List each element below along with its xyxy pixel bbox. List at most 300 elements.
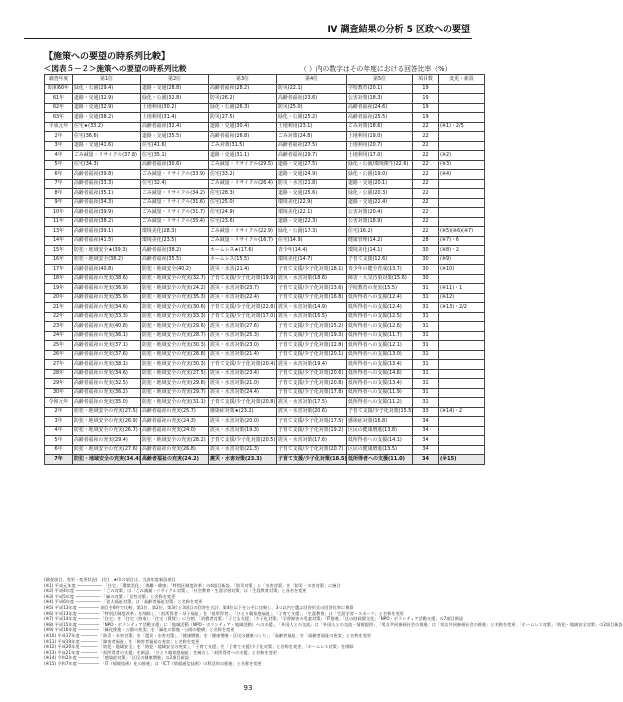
change-cell: (※7)・6 xyxy=(439,236,485,246)
table-row xyxy=(45,227,485,237)
count-cell: 31 xyxy=(413,293,439,303)
header-cell: 第2位 xyxy=(141,75,209,85)
count-cell: 22 xyxy=(413,160,439,170)
count-cell: 31 xyxy=(413,360,439,370)
rank-cell: 道路・交通(22.4) xyxy=(347,198,413,208)
change-cell xyxy=(439,445,485,455)
header-cell: 第3位 xyxy=(209,75,277,85)
rank-cell: 緑化・公園/環境衛生(22.6) xyxy=(347,160,413,170)
year-cell: 平成元年 xyxy=(45,122,73,132)
count-cell: 19 xyxy=(413,94,439,104)
change-cell xyxy=(439,388,485,398)
figure-caption xyxy=(44,63,484,74)
change-cell: (※13)・2/2 xyxy=(439,303,485,313)
note-line: (※8) 平成15年度 ――――― 「NPO・ボランティア活動支援」に「地域活動（NPO・ボランティア・地域活動）への支援」、「外国人との交流」は「外国人との交流・情報提供」、「男女共同参画社会の推進」は「男女共同参画社会の推進」と名称を変更、「ホームレス対策」「防犯・地域安全対策」の2項目新設 xyxy=(44,621,623,627)
rank-cell: 震災・水害対策(17.6) xyxy=(277,436,347,446)
table-row xyxy=(45,94,485,104)
rank-cell: 住宅(33.2) xyxy=(209,170,277,180)
year-cell: 17年 xyxy=(45,265,73,275)
change-cell xyxy=(439,84,485,94)
rank-cell: ごみ対策(31.5) xyxy=(209,141,277,151)
rank-cell: 低所得者への支援(12.6) xyxy=(347,322,413,332)
rank-cell: 高齢者福祉の充実(36.9) xyxy=(73,284,141,294)
rank-cell: 防犯・地域安全の充実(26.7) xyxy=(73,426,141,436)
running-head: Ⅳ 調査結果の分析 5 区政への要望 xyxy=(327,25,470,35)
count-cell: 34 xyxy=(413,455,439,465)
year-cell: 30年 xyxy=(45,388,73,398)
change-cell: (※12) xyxy=(439,293,485,303)
count-cell: 31 xyxy=(413,398,439,408)
change-cell: (※4) xyxy=(439,170,485,180)
rank-cell: 道路・交通(38.2) xyxy=(73,113,141,123)
table-row xyxy=(45,341,485,351)
rank-cell: ごみ減量・リサイクル(31.6) xyxy=(141,198,209,208)
rank-cell: 高齢者福祉の充実(34.6) xyxy=(73,369,141,379)
year-cell: 14年 xyxy=(45,236,73,246)
rank-cell: 防犯・地域安全の充実(34.4) xyxy=(73,455,141,465)
header-cell: 第4位 xyxy=(277,75,347,85)
year-cell: 25年 xyxy=(45,341,73,351)
rank-cell: 防犯・地域安全の充実(33.3) xyxy=(141,312,209,322)
rank-cell: 道路・交通(27.5) xyxy=(277,160,347,170)
rank-cell: 高齢者福祉(33.3) xyxy=(73,179,141,189)
rank-cell: 低所得者への支援(13.0) xyxy=(347,350,413,360)
table-row xyxy=(45,322,485,332)
rank-cell: 防犯・地域安全の充実(24.2) xyxy=(141,284,209,294)
rank-cell: 震災・水害対策(17.5) xyxy=(277,398,347,408)
table-row xyxy=(45,303,485,313)
rank-cell: 震災・水害対策(27.6) xyxy=(209,322,277,332)
rank-cell: 震災・水害対策(14.9) xyxy=(277,303,347,313)
rank-cell: 震災・水害対策(18.6) xyxy=(277,274,347,284)
count-cell: 28 xyxy=(413,236,439,246)
rank-cell: 高齢者福祉の充実(29.4) xyxy=(73,436,141,446)
change-cell xyxy=(439,322,485,332)
rank-cell: 防犯・地域安全の充実(27.6) xyxy=(73,445,141,455)
table-row xyxy=(45,132,485,142)
count-cell: 31 xyxy=(413,369,439,379)
rank-cell: 土地利用(31.4) xyxy=(141,113,209,123)
count-cell: 22 xyxy=(413,198,439,208)
header-cell: 項目数 xyxy=(413,75,439,85)
rank-cell: 子育て支援/少子化対策(15.5) xyxy=(347,407,413,417)
rank-cell: 住宅(35.1) xyxy=(141,151,209,161)
rank-cell: 防犯・地域安全の充実(28.2) xyxy=(141,436,209,446)
rank-cell: 低所得者への支援(12.1) xyxy=(347,341,413,351)
rank-cell: 区民の健康増進(13.5) xyxy=(347,445,413,455)
rank-cell: 道路・交通(25.6) xyxy=(277,189,347,199)
rank-cell: 防犯・地域安全の充実(30.3) xyxy=(141,341,209,351)
change-cell xyxy=(439,94,485,104)
rank-cell: 住宅★(33.2) xyxy=(73,122,141,132)
count-cell: 31 xyxy=(413,331,439,341)
rank-cell: 道路・交通(20.1) xyxy=(347,179,413,189)
year-cell: 5年 xyxy=(45,160,73,170)
change-cell xyxy=(439,331,485,341)
table-row xyxy=(45,236,485,246)
count-cell: 22 xyxy=(413,170,439,180)
rank-cell: 防犯・地域安全の充実(35.3) xyxy=(141,293,209,303)
rank-cell: ごみ対策(24.8) xyxy=(277,132,347,142)
change-cell: (※8)・2 xyxy=(439,246,485,256)
header-cell: 変更・新設 xyxy=(439,75,485,85)
rank-cell: 高齢者福祉(25.5) xyxy=(347,113,413,123)
note-line: (※15) 令和7年度 ――――― 「IT（情報技術）化の推進」は「ICT（情報通信技術）の利活用の推進」と名称を変更 xyxy=(44,660,262,666)
rank-cell: ごみ対策(18.6) xyxy=(347,122,413,132)
year-cell: 昭和60年 xyxy=(45,84,73,94)
count-cell: 31 xyxy=(413,341,439,351)
rank-cell: 子育て支援/少子化対策(22.8) xyxy=(209,303,277,313)
rank-cell: 防犯・地域安全の充実(30.6) xyxy=(141,303,209,313)
year-cell: 7年 xyxy=(45,455,73,465)
rank-cell: 子育て支援/少子化対策(20.8) xyxy=(277,379,347,389)
rank-cell: 土地利用(20.7) xyxy=(347,141,413,151)
change-cell: (※5)(※6)(※7) xyxy=(439,227,485,237)
year-cell: 10年 xyxy=(45,208,73,218)
rank-cell: 低所得者への支援(11.7) xyxy=(347,331,413,341)
rank-cell: 子育て支援/少子化対策(17.0) xyxy=(209,312,277,322)
rank-cell: 高齢者福祉(35.1) xyxy=(73,189,141,199)
table-row xyxy=(45,436,485,446)
table-row xyxy=(45,293,485,303)
rank-cell: 高齢者福祉(39.1) xyxy=(73,227,141,237)
rank-cell: 土地利用(30.2) xyxy=(141,103,209,113)
rank-cell: 障害・大気汚染対策(15.6) xyxy=(347,274,413,284)
rank-cell: 震災・水害対策(23.3) xyxy=(209,455,277,465)
rank-cell: 防災・水害(21.8) xyxy=(277,179,347,189)
count-cell: 34 xyxy=(413,436,439,446)
rank-cell: 学校教育の充実(15.5) xyxy=(347,284,413,294)
rank-cell: 住宅(28.3) xyxy=(209,189,277,199)
rank-cell: 住宅(23.6) xyxy=(209,217,277,227)
rank-cell: 高齢者福祉の充実(37.1) xyxy=(73,341,141,351)
table-row xyxy=(45,379,485,389)
table-row xyxy=(45,151,485,161)
table-row xyxy=(45,426,485,436)
rank-cell: 子育て支援/少子化対策(20.8) xyxy=(209,398,277,408)
table-row xyxy=(45,113,485,123)
change-cell: (※3) xyxy=(439,160,485,170)
rank-cell: 震災・水害対策(21.0) xyxy=(209,379,277,389)
count-cell: 22 xyxy=(413,208,439,218)
figure-note: （ ）内の数字はその年度における回答比率（%） xyxy=(300,65,452,73)
rank-cell: 住宅(24.9) xyxy=(209,208,277,218)
change-cell xyxy=(439,113,485,123)
year-cell: 令和元年 xyxy=(45,398,73,408)
rank-cell: 防犯・地域安全の充実(32.7) xyxy=(141,274,209,284)
year-cell: 6年 xyxy=(45,170,73,180)
rank-cell: 高齢者福祉(39.8) xyxy=(73,170,141,180)
year-cell: 6年 xyxy=(45,445,73,455)
note-line: (調査項目、変更・変更状況) (注) ★印の項目は、当該年度新設項目 xyxy=(44,577,176,582)
rank-cell: 緑化・公園(17.3) xyxy=(277,227,347,237)
rank-cell: 高齢者福祉の充実(24.2) xyxy=(141,455,209,465)
rank-cell: 低所得者への支援(12.4) xyxy=(347,303,413,313)
year-cell: 19年 xyxy=(45,284,73,294)
change-cell: (※10) xyxy=(439,265,485,275)
count-cell: 22 xyxy=(413,227,439,237)
rank-cell: 高齢者福祉の充実(37.6) xyxy=(73,350,141,360)
note-line: (※12) 平成20年度 ―――― 「防犯・地域安全」を「防犯・地域安全の充実」、「子育て支援」を「子育て支援/少子化対策」と名称を変更、「ホームレス対策」を削除 xyxy=(44,644,354,650)
year-cell: 63年 xyxy=(45,113,73,123)
note-line: (※6) 平成13年度 ――――― 「特別区制度改革」を削除し、「低所得者・母子福祉」を「低所得者」、「ひとり親家庭福祉」、「子育て支援」、「生涯教育」は「生涯学習・スポーツ」と名称を変更 xyxy=(44,610,404,616)
table-row xyxy=(45,122,485,132)
year-cell: 18年 xyxy=(45,274,73,284)
rank-cell: 子育て支援/少子化対策(17.5) xyxy=(277,417,347,427)
change-cell: (※1)・2/5 xyxy=(439,122,485,132)
rank-cell: 緑化・公園(32.8) xyxy=(141,94,209,104)
year-cell: 24年 xyxy=(45,331,73,341)
rank-cell: 子育て支援/少子化対策(20.5) xyxy=(209,436,277,446)
year-cell: 62年 xyxy=(45,103,73,113)
rank-cell: 低所得者への支援(14.6) xyxy=(347,369,413,379)
table-row xyxy=(45,455,485,465)
table-row xyxy=(45,217,485,227)
change-cell: (※15) xyxy=(439,455,485,465)
rank-cell: 震災・水害対策(25.3) xyxy=(209,331,277,341)
rank-cell: 高齢者福祉(35.5) xyxy=(141,255,209,265)
header-rule xyxy=(24,38,472,39)
table-body xyxy=(45,84,485,464)
change-cell: (※2) xyxy=(439,151,485,161)
rank-cell: 高齢者福祉(32.4) xyxy=(141,122,209,132)
rank-cell: 防犯・地域安全の充実(28.7) xyxy=(141,331,209,341)
note-line: (※5) 平成13年度 ――――― 項目を8件で比較、第1位、第2位、第3位と3項目の回答を合計、第4位以下を公平に比較し、3つ以内で選ぶ回答形式の回答比率に換算 xyxy=(44,604,354,610)
rank-cell: 低所得者への支援(11.0) xyxy=(347,455,413,465)
rank-cell: 道路・交通(30.4) xyxy=(209,122,277,132)
rank-cell: 高齢者福祉(24.6) xyxy=(347,103,413,113)
rank-cell: 環境美化(22.1) xyxy=(277,208,347,218)
change-cell xyxy=(439,350,485,360)
rank-cell: 高齢者福祉(27.5) xyxy=(277,141,347,151)
change-cell xyxy=(439,312,485,322)
note-line: (※7) 平成14年度 ――――― 「住宅」を「住宅（持家）」「住宅（賃貸）」に分割、「消費者対策」「子ども支援」「少子化対策」「学習障害の児童対策」「IT推進」「区の財政健全化」「NPO・ボランティア活動支援」の7項目新設 xyxy=(44,616,464,622)
rank-cell: 防犯・地域安全の充実(27.5) xyxy=(73,407,141,417)
rank-cell: 高齢者福祉の充実(26.8) xyxy=(141,445,209,455)
rank-cell: 防犯・地域安全の充実(29.8) xyxy=(141,379,209,389)
rank-cell: 高齢者福祉(40.8) xyxy=(73,265,141,275)
rank-cell: 子育て支援/少子化対策(19.9) xyxy=(209,274,277,284)
table-row xyxy=(45,255,485,265)
count-cell: 31 xyxy=(413,350,439,360)
rank-cell: 緑化・公園(20.3) xyxy=(347,189,413,199)
rank-cell: 子育て支援/少子化対策(13.6) xyxy=(277,284,347,294)
rank-cell: ごみ減量・リサイクル(34.2) xyxy=(141,189,209,199)
note-line: (※13) 平成21年度 ―――― 「低所得者の支援」を新設、「ひとり親家庭福祉」を統合し「低所得者への支援」と名称を変更 xyxy=(44,649,277,655)
rank-cell: 子育て支援/少子化対策(15.2) xyxy=(277,322,347,332)
rank-cell: 子育て支援/少子化対策(20.1) xyxy=(277,350,347,360)
rank-cell: 低所得者への支援(14.1) xyxy=(347,436,413,446)
year-cell: 26年 xyxy=(45,350,73,360)
note-line: (※11) 平成19年度 ―――― 「障害者福祉」を「障害者福祉の充実」と名称を変更 xyxy=(44,638,200,644)
table-row xyxy=(45,369,485,379)
rank-cell: 道路・交通(35.5) xyxy=(141,132,209,142)
table-row xyxy=(45,407,485,417)
rank-cell: 住宅(41.6) xyxy=(141,141,209,151)
rank-cell: 子育て支援/少子化対策(19.3) xyxy=(277,331,347,341)
rank-cell: 健康管理(14.2) xyxy=(347,236,413,246)
rank-cell: ごみ減量・リサイクル(35.4) xyxy=(141,217,209,227)
rank-cell: 高齢者福祉の充実(33.3) xyxy=(73,312,141,322)
change-cell xyxy=(439,132,485,142)
count-cell: 30 xyxy=(413,246,439,256)
rank-cell: 高齢者福祉の充実(38.1) xyxy=(73,360,141,370)
count-cell: 30 xyxy=(413,255,439,265)
table-row xyxy=(45,160,485,170)
rank-cell: 子育て支援/少子化対策(12.8) xyxy=(277,341,347,351)
year-cell: 3年 xyxy=(45,141,73,151)
table-row xyxy=(45,360,485,370)
rank-cell: 環境美化(22.9) xyxy=(277,198,347,208)
note-line: (※14) 令和2年度 ――――― 「感染症対策」「区民の健康増進」の2項目新設 xyxy=(44,655,189,661)
change-cell xyxy=(439,369,485,379)
change-cell xyxy=(439,103,485,113)
count-cell: 22 xyxy=(413,132,439,142)
rank-cell: ごみ減量・リサイクル(16.7) xyxy=(209,236,277,246)
year-cell: 3年 xyxy=(45,417,73,427)
count-cell: 22 xyxy=(413,189,439,199)
table-row xyxy=(45,312,485,322)
rank-cell: 子育て支援(12.6) xyxy=(347,255,413,265)
rank-cell: ホームレス★(17.6) xyxy=(209,246,277,256)
rank-cell: 公害対策(20.4) xyxy=(347,208,413,218)
rank-cell: 土地利用(23.1) xyxy=(277,122,347,132)
rank-cell: 高齢者福祉(38.2) xyxy=(141,246,209,256)
count-cell: 34 xyxy=(413,417,439,427)
rank-cell: 高齢者福祉の充実(24.3) xyxy=(141,417,209,427)
year-cell: 8年 xyxy=(45,189,73,199)
table-row xyxy=(45,350,485,360)
table-header-row xyxy=(45,75,485,85)
rank-cell: 防犯・地域安全の充実(30.3) xyxy=(141,360,209,370)
rank-cell: 子育て支援/少子化対策(20.6) xyxy=(277,369,347,379)
rank-cell: 震災・水害対策(23.0) xyxy=(209,341,277,351)
table-row xyxy=(45,84,485,94)
rank-cell: 青少年の健全育成(13.7) xyxy=(347,265,413,275)
change-cell xyxy=(439,141,485,151)
note-line: (※9) 平成16年度 ――――― 「緑化推進・公園の充実」を「緑化の推進・公園の整備」と名称を変更 xyxy=(44,627,235,633)
rank-cell: 住宅(16.2) xyxy=(347,227,413,237)
year-cell: 5年 xyxy=(45,436,73,446)
rank-cell: 道路・交通(28.8) xyxy=(141,84,209,94)
rank-cell: 子育て支援/少子化対策(17.8) xyxy=(277,388,347,398)
table-row xyxy=(45,179,485,189)
rank-cell: 高齢者福祉(23.6) xyxy=(277,94,347,104)
rank-cell: 震災・水害対策(23.4) xyxy=(209,369,277,379)
rank-cell: 子育て支援/少子化対策(20.7) xyxy=(277,445,347,455)
rank-cell: 緑化・公園(25.2) xyxy=(277,113,347,123)
year-cell: 16年 xyxy=(45,255,73,265)
rank-cell: 緑化・公園(19.0) xyxy=(347,170,413,180)
rank-cell: 道路・交通(24.9) xyxy=(277,170,347,180)
header-cell: 第5位 xyxy=(347,75,413,85)
change-cell xyxy=(439,436,485,446)
table-row xyxy=(45,103,485,113)
count-cell: 22 xyxy=(413,141,439,151)
change-cell xyxy=(439,426,485,436)
rank-cell: 防犯・地域安全の充実(29.6) xyxy=(141,322,209,332)
rank-cell: 道路・交通(22.3) xyxy=(277,217,347,227)
rank-cell: 高齢者福祉(30.6) xyxy=(141,160,209,170)
note-line: (※10) 平成17年度 ―――― 「防災・水害対策」を「震災・水害対策」、「健康増進」を「健康増進・区民の健康づくり」、「高齢者福祉」を「高齢者福祉の充実」と名称を変更 xyxy=(44,632,372,638)
change-cell xyxy=(439,379,485,389)
rank-cell: 高齢者福祉(39.9) xyxy=(73,208,141,218)
rank-cell: 高齢者福祉の充実(25.7) xyxy=(141,407,209,417)
rank-cell: 防災(22.1) xyxy=(277,84,347,94)
rank-cell: 高齢者福祉の充実(38.6) xyxy=(73,274,141,284)
note-line: (※3) 平成5年度 ―――――― 「緑の対策」「女性対策」と名称を変更 xyxy=(44,593,176,599)
rank-cell: 土地利用(19.0) xyxy=(347,132,413,142)
count-cell: 31 xyxy=(413,388,439,398)
rank-cell: 防犯・地域安全の充実(28.8) xyxy=(141,350,209,360)
change-cell xyxy=(439,341,485,351)
year-cell: 11年 xyxy=(45,217,73,227)
rank-cell: 震災・水害対策(23.7) xyxy=(209,284,277,294)
rank-cell: 防災(26.2) xyxy=(209,94,277,104)
change-cell: (※14)・2 xyxy=(439,407,485,417)
rank-cell: 住宅(34.3) xyxy=(73,160,141,170)
table-row xyxy=(45,331,485,341)
rank-cell: ホームレス(15.5) xyxy=(209,255,277,265)
rank-cell: 震災・水害対策(24.4) xyxy=(209,388,277,398)
rank-cell: 高齢者福祉(34.3) xyxy=(73,198,141,208)
section-title: 【施策への要望の時系列比較】 xyxy=(44,52,171,62)
rank-cell: 防犯・地域安全(40.2) xyxy=(141,265,209,275)
rank-cell: 環境美化(14.7) xyxy=(277,255,347,265)
rank-cell: 高齢者福祉の充実(24.0) xyxy=(141,426,209,436)
rank-cell: 防犯・地域安全の充実(27.5) xyxy=(141,369,209,379)
change-cell xyxy=(439,398,485,408)
ranking-table xyxy=(44,74,485,465)
rank-cell: ごみ減量・リサイクル(31.7) xyxy=(141,208,209,218)
change-cell xyxy=(439,208,485,218)
rank-cell: 震災・水害対策(21.4) xyxy=(209,350,277,360)
change-cell xyxy=(439,274,485,284)
count-cell: 30 xyxy=(413,274,439,284)
rank-cell: 道路・交通(31.1) xyxy=(209,151,277,161)
table-row xyxy=(45,284,485,294)
table-row xyxy=(45,246,485,256)
rank-cell: 低所得者への支援(11.9) xyxy=(347,388,413,398)
rank-cell: 高齢者福祉(28.2) xyxy=(209,84,277,94)
rank-cell: 青少年(14.4) xyxy=(277,246,347,256)
rank-cell: 子育て支援/少子化対策(16.8) xyxy=(277,293,347,303)
rank-cell: 低所得者への支援(12.5) xyxy=(347,312,413,322)
count-cell: 30 xyxy=(413,265,439,275)
notes-block xyxy=(44,577,623,667)
rank-cell: 高齢者福祉の充実(36.2) xyxy=(73,388,141,398)
count-cell: 34 xyxy=(413,426,439,436)
count-cell: 19 xyxy=(413,84,439,94)
rank-cell: 子育て支援/少子化対策(20.4) xyxy=(209,360,277,370)
rank-cell: 子育て支援/少子化対策(18.1) xyxy=(277,265,347,275)
rank-cell: 緑化・公園(29.4) xyxy=(73,84,141,94)
rank-cell: 震災・水害対策(21.3) xyxy=(209,445,277,455)
year-cell: 9年 xyxy=(45,198,73,208)
rank-cell: 震災・水害対策(20.6) xyxy=(277,407,347,417)
year-cell: 29年 xyxy=(45,379,73,389)
change-cell xyxy=(439,189,485,199)
count-cell: 22 xyxy=(413,179,439,189)
table-row xyxy=(45,198,485,208)
rank-cell: 低所得者への支援(12.4) xyxy=(347,293,413,303)
rank-cell: 震災・水害対策(19.3) xyxy=(209,426,277,436)
rank-cell: 低所得者への支援(11.2) xyxy=(347,398,413,408)
change-cell: (※9) xyxy=(439,255,485,265)
year-cell: 22年 xyxy=(45,312,73,322)
year-cell: 28年 xyxy=(45,369,73,379)
rank-cell: 防災(27.5) xyxy=(209,113,277,123)
